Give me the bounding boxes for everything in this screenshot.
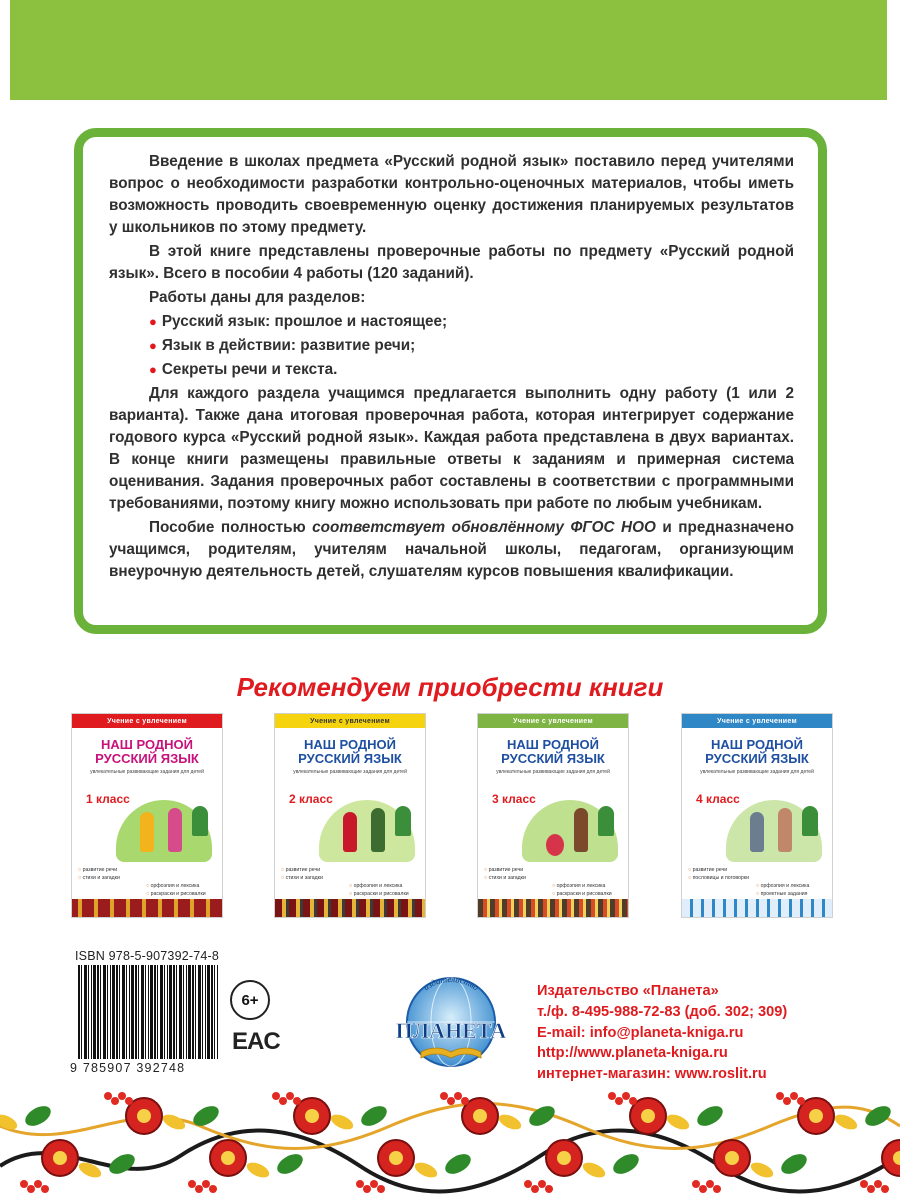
leaf-icon <box>862 1102 894 1130</box>
leaf-icon <box>833 1111 860 1132</box>
book-title-line1: НАШ РОДНОЙ <box>304 737 396 752</box>
berry-icon <box>286 1092 294 1100</box>
recommend-heading: Рекомендуем приобрести книги <box>236 672 664 702</box>
berry-icon <box>538 1180 546 1188</box>
book-topic: ○ орфоэпия и лексика <box>78 882 218 890</box>
book-topic: ○ орфоэпия и лексика <box>281 882 421 890</box>
berry-icon <box>440 1092 448 1100</box>
girl-figure-icon <box>343 812 357 852</box>
berry-icon <box>461 1097 469 1105</box>
child-figure-icon <box>168 808 182 852</box>
book-series: Учение с увлечением <box>513 717 593 725</box>
book-topics <box>484 866 624 898</box>
flower-center-icon <box>389 1151 403 1165</box>
book-topic: ○ проектные задания <box>688 890 828 898</box>
berry-icon <box>118 1092 126 1100</box>
leaf-icon <box>778 1150 810 1178</box>
berry-icon <box>377 1185 385 1193</box>
berry-icon <box>279 1097 287 1105</box>
berry-icon <box>790 1092 798 1100</box>
book-title-line1: НАШ РОДНОЙ <box>507 737 599 752</box>
leaf-icon <box>749 1159 776 1180</box>
leaf-icon <box>190 1102 222 1130</box>
berry-icon <box>776 1092 784 1100</box>
section-bullet <box>109 335 794 357</box>
top-green-band <box>10 0 887 100</box>
berry-icon <box>293 1097 301 1105</box>
book-title-line2: РУССКИЙ ЯЗЫК <box>501 751 605 766</box>
red-bullet-icon: ● <box>149 314 157 329</box>
berry-icon <box>20 1180 28 1188</box>
book-ornament-strip <box>478 899 628 917</box>
berry-icon <box>34 1180 42 1188</box>
book-topics <box>78 866 218 898</box>
berry-icon <box>615 1097 623 1105</box>
publisher-logo <box>381 968 521 1068</box>
barcode-icon <box>78 965 218 1059</box>
book-topic: ○ развитие речи <box>688 866 828 874</box>
book-series-bar <box>275 714 425 728</box>
berry-icon <box>874 1180 882 1188</box>
berry-icon <box>881 1185 889 1193</box>
leaf-icon <box>665 1111 692 1132</box>
age-rating-badge <box>230 980 270 1020</box>
berry-icon <box>867 1185 875 1193</box>
tree-icon <box>598 806 614 836</box>
book-topic: ○ раскраски и рисовалки <box>281 890 421 898</box>
recommended-books <box>0 713 900 923</box>
berry-icon <box>363 1185 371 1193</box>
book-title-line1: НАШ РОДНОЙ <box>711 737 803 752</box>
berry-icon <box>608 1092 616 1100</box>
publisher-contacts <box>537 981 787 1085</box>
book-subtitle: увлекательные развивающие задания для детей <box>293 769 407 775</box>
book-cover-grade-4[interactable] <box>681 713 833 918</box>
book-grade: 4 класс <box>696 792 740 806</box>
leaf-icon <box>245 1159 272 1180</box>
book-topic: ○ развитие речи <box>484 866 624 874</box>
berry-icon <box>195 1185 203 1193</box>
berry-icon <box>272 1092 280 1100</box>
flower-center-icon <box>305 1109 319 1123</box>
book-series: Учение с увлечением <box>717 717 797 725</box>
final-text-end: и предназначено учащимся, родителям, учителям начальной школы, педагогам, организующим внеурочную деятельность детей, слушателям курсов повышения квалификации. <box>109 519 794 580</box>
berry-icon <box>454 1092 462 1100</box>
berry-icon <box>783 1097 791 1105</box>
red-bullet-icon: ● <box>149 338 157 353</box>
book-illustration <box>116 800 212 862</box>
family-figure-icon <box>750 812 764 852</box>
berry-icon <box>797 1097 805 1105</box>
berry-icon <box>111 1097 119 1105</box>
character-figure-icon <box>574 808 588 852</box>
description-box <box>74 128 827 634</box>
berry-icon <box>125 1097 133 1105</box>
age-rating: 6+ <box>241 991 259 1009</box>
book-topic: ○ раскраски и рисовалки <box>78 890 218 898</box>
section-bullet-text: Язык в действии: развитие речи; <box>161 337 416 354</box>
leaf-icon <box>161 1111 188 1132</box>
book-ornament-strip <box>275 899 425 917</box>
book-topic: ○ развитие речи <box>78 866 218 874</box>
berry-icon <box>545 1185 553 1193</box>
berry-icon <box>370 1180 378 1188</box>
logo-arc-text: издательство <box>421 973 481 993</box>
leaf-icon <box>694 1102 726 1130</box>
book-illustration <box>319 800 415 862</box>
leaf-icon <box>610 1150 642 1178</box>
leaf-icon <box>497 1111 524 1132</box>
book-series-bar <box>478 714 628 728</box>
book-subtitle: увлекательные развивающие задания для детей <box>700 769 814 775</box>
section-bullet <box>109 359 794 381</box>
khokhloma-ornament-strip <box>0 1086 900 1200</box>
leaf-icon <box>358 1102 390 1130</box>
book-subtitle: увлекательные развивающие задания для детей <box>496 769 610 775</box>
family-figure-icon <box>778 808 792 852</box>
leaf-icon <box>106 1150 138 1178</box>
publisher-phone: т./ф. 8-495-988-72-83 (доб. 302; 309) <box>537 1003 788 1020</box>
flower-center-icon <box>53 1151 67 1165</box>
book-title <box>682 738 832 766</box>
book-title-line1: НАШ РОДНОЙ <box>101 737 193 752</box>
book-ornament-strip <box>682 899 832 917</box>
leaf-icon <box>413 1159 440 1180</box>
berry-icon <box>447 1097 455 1105</box>
book-topic: ○ развитие речи <box>281 866 421 874</box>
flower-center-icon <box>473 1109 487 1123</box>
book-title <box>478 738 628 766</box>
book-topic: ○ стихи и загадки <box>484 874 624 882</box>
flower-center-icon <box>137 1109 151 1123</box>
final-text-start: Пособие полностью <box>149 519 313 536</box>
book-topic: ○ раскраски и рисовалки <box>484 890 624 898</box>
berry-icon <box>188 1180 196 1188</box>
berry-icon <box>104 1092 112 1100</box>
book-title-line2: РУССКИЙ ЯЗЫК <box>298 751 402 766</box>
section-bullet-text: Секреты речи и текста. <box>161 361 338 378</box>
berry-icon <box>41 1185 49 1193</box>
flower-center-icon <box>557 1151 571 1165</box>
book-title <box>72 738 222 766</box>
berry-icon <box>524 1180 532 1188</box>
book-series-bar <box>682 714 832 728</box>
fgos-emphasis: соответствует обновлённому ФГОС НОО <box>312 519 656 536</box>
description-paragraph: Введение в школах предмета «Русский родной язык» поставило перед учителями вопрос о необходимости разработки контрольно-оценочных материалов, чтобы иметь возможность проводить своевременную оценку достижения планируемых результатов у школьников по этому предмету. <box>109 153 794 236</box>
book-topics <box>688 866 828 898</box>
book-title <box>275 738 425 766</box>
flower-center-icon <box>641 1109 655 1123</box>
book-series: Учение с увлечением <box>310 717 390 725</box>
flower-center-icon <box>725 1151 739 1165</box>
book-topic: ○ орфоэпия и лексика <box>484 882 624 890</box>
berry-icon <box>860 1180 868 1188</box>
book-title-line2: РУССКИЙ ЯЗЫК <box>705 751 809 766</box>
red-bullet-icon: ● <box>149 362 157 377</box>
publisher-shop[interactable]: интернет-магазин: www.roslit.ru <box>537 1066 767 1083</box>
book-topic: ○ пословицы и поговорки <box>688 874 828 882</box>
berry-icon <box>699 1185 707 1193</box>
tree-icon <box>802 806 818 836</box>
flower-center-icon <box>221 1151 235 1165</box>
publisher-email[interactable]: E-mail: info@planeta-kniga.ru <box>537 1024 744 1041</box>
berry-icon <box>713 1185 721 1193</box>
book-topic: ○ стихи и загадки <box>78 874 218 882</box>
berry-icon <box>622 1092 630 1100</box>
book-topics <box>281 866 421 898</box>
book-grade: 2 класс <box>289 792 333 806</box>
boy-figure-icon <box>371 808 385 852</box>
section-bullet-text: Русский язык: прошлое и настоящее; <box>161 313 448 330</box>
barcode-digits: 9 785907 392748 <box>70 1061 186 1075</box>
book-ornament-strip <box>72 899 222 917</box>
publisher-name: Издательство «Планета» <box>537 983 719 999</box>
logo-name: ПЛАНЕТА <box>395 1018 507 1043</box>
berry-icon <box>356 1180 364 1188</box>
berry-icon <box>209 1185 217 1193</box>
description-paragraph: Работы даны для разделов: <box>149 289 366 306</box>
berry-icon <box>706 1180 714 1188</box>
book-grade: 1 класс <box>86 792 130 806</box>
leaf-icon <box>329 1111 356 1132</box>
leaf-icon <box>581 1159 608 1180</box>
berry-icon <box>629 1097 637 1105</box>
section-bullet <box>109 311 794 333</box>
leaf-icon <box>22 1102 54 1130</box>
book-illustration <box>522 800 618 862</box>
leaf-icon <box>274 1150 306 1178</box>
leaf-icon <box>526 1102 558 1130</box>
book-illustration <box>726 800 822 862</box>
book-subtitle: увлекательные развивающие задания для детей <box>90 769 204 775</box>
book-cover-grade-3[interactable] <box>477 713 629 918</box>
description-final-paragraph <box>109 517 794 583</box>
berry-icon <box>27 1185 35 1193</box>
book-topic: ○ стихи и загадки <box>281 874 421 882</box>
publisher-website[interactable]: http://www.planeta-kniga.ru <box>537 1045 728 1062</box>
berry-icon <box>692 1180 700 1188</box>
book-series-bar <box>72 714 222 728</box>
book-series: Учение с увлечением <box>107 717 187 725</box>
description-paragraph: Для каждого раздела учащимся предлагается выполнить одну работу (1 или 2 варианта). Также дана итоговая проверочная работа, которая интегрирует содержание годового курса «Русский родной язык». Каждая работа представлена в двух вариантах. В конце книги размещены правильные ответы к заданиям и примерная система оценивания. Задания проверочных работ составлены в соответствии с программными требованиями, поэтому книгу можно использовать при работе по любым учебникам. <box>109 385 794 512</box>
book-cover-grade-2[interactable] <box>274 713 426 918</box>
description-paragraph: В этой книге представлены проверочные работы по предмету «Русский родной язык». Всего в пособии 4 работы (120 заданий). <box>109 243 794 282</box>
tree-icon <box>192 806 208 836</box>
flower-center-icon <box>809 1109 823 1123</box>
berry-icon <box>531 1185 539 1193</box>
leaf-icon <box>442 1150 474 1178</box>
book-topic: ○ орфоэпия и лексика <box>688 882 828 890</box>
isbn: ISBN 978-5-907392-74-8 <box>75 949 220 963</box>
book-title-line2: РУССКИЙ ЯЗЫК <box>95 751 199 766</box>
tree-icon <box>395 806 411 836</box>
book-grade: 3 класс <box>492 792 536 806</box>
child-figure-icon <box>140 812 154 852</box>
berry-icon <box>202 1180 210 1188</box>
book-cover-grade-1[interactable] <box>71 713 223 918</box>
matryoshka-icon <box>546 834 564 856</box>
eac-certification-mark: EAC <box>232 1028 280 1055</box>
